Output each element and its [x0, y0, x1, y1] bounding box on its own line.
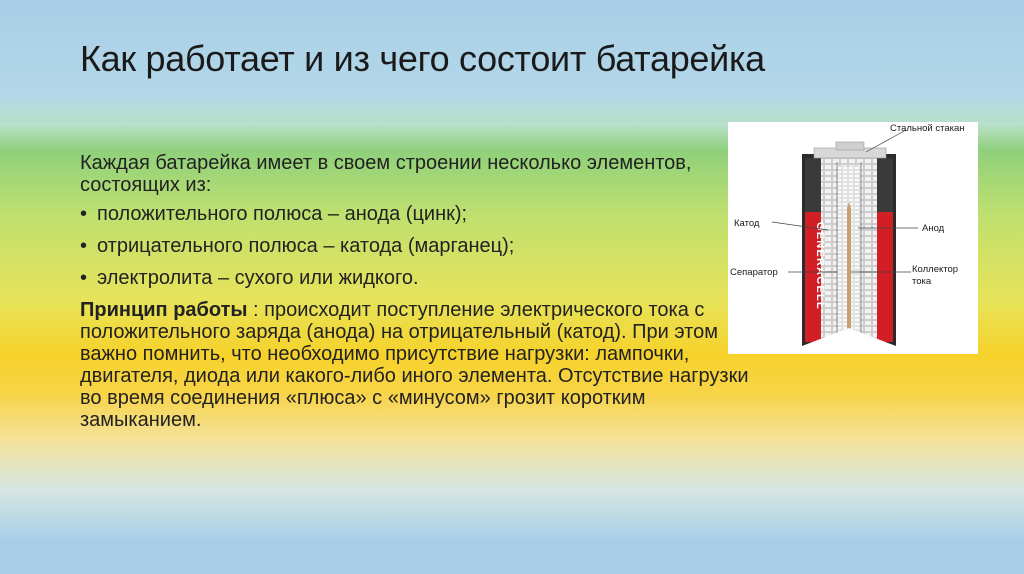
current-collector — [847, 208, 851, 332]
label-cathode: Катод — [734, 218, 760, 229]
label-collector: Коллектор — [912, 264, 959, 275]
brand-lettering: GENERACELL — [814, 222, 826, 310]
label-collector-line2: тока — [912, 276, 932, 287]
label-steel-can: Стальной стакан — [890, 123, 965, 134]
slide-title: Как работает и из чего состоит батарейка — [80, 38, 765, 79]
principle-text: : происходит поступление электрического тока с положительного заряда (анода) на отрицательный (катод). При этом важно помнить, что необходимо присутствие нагрузки: лампочки, двигателя, диода или какого-либо иного элемента. Отсутствие нагрузки во время соединения «плюса» с «минусом» грозит коротким замыканием. — [80, 299, 749, 431]
label-anode: Анод — [922, 223, 945, 234]
battery-cross-section-illustration — [728, 122, 978, 354]
battery-diagram — [728, 122, 978, 354]
list-item: • электролита – сухого или жидкого. — [80, 267, 770, 289]
label-separator: Сепаратор — [730, 267, 778, 278]
components-list — [80, 203, 770, 289]
list-item: • положительного полюса – анода (цинк); — [80, 203, 770, 225]
principle-paragraph — [80, 299, 770, 431]
slide-body — [80, 152, 770, 431]
intro-text: Каждая батарейка имеет в своем строении несколько элементов, состоящих из: — [80, 152, 692, 196]
principle-heading: Принцип работы — [80, 299, 248, 321]
list-item: • отрицательного полюса – катода (марганец); — [80, 235, 770, 257]
